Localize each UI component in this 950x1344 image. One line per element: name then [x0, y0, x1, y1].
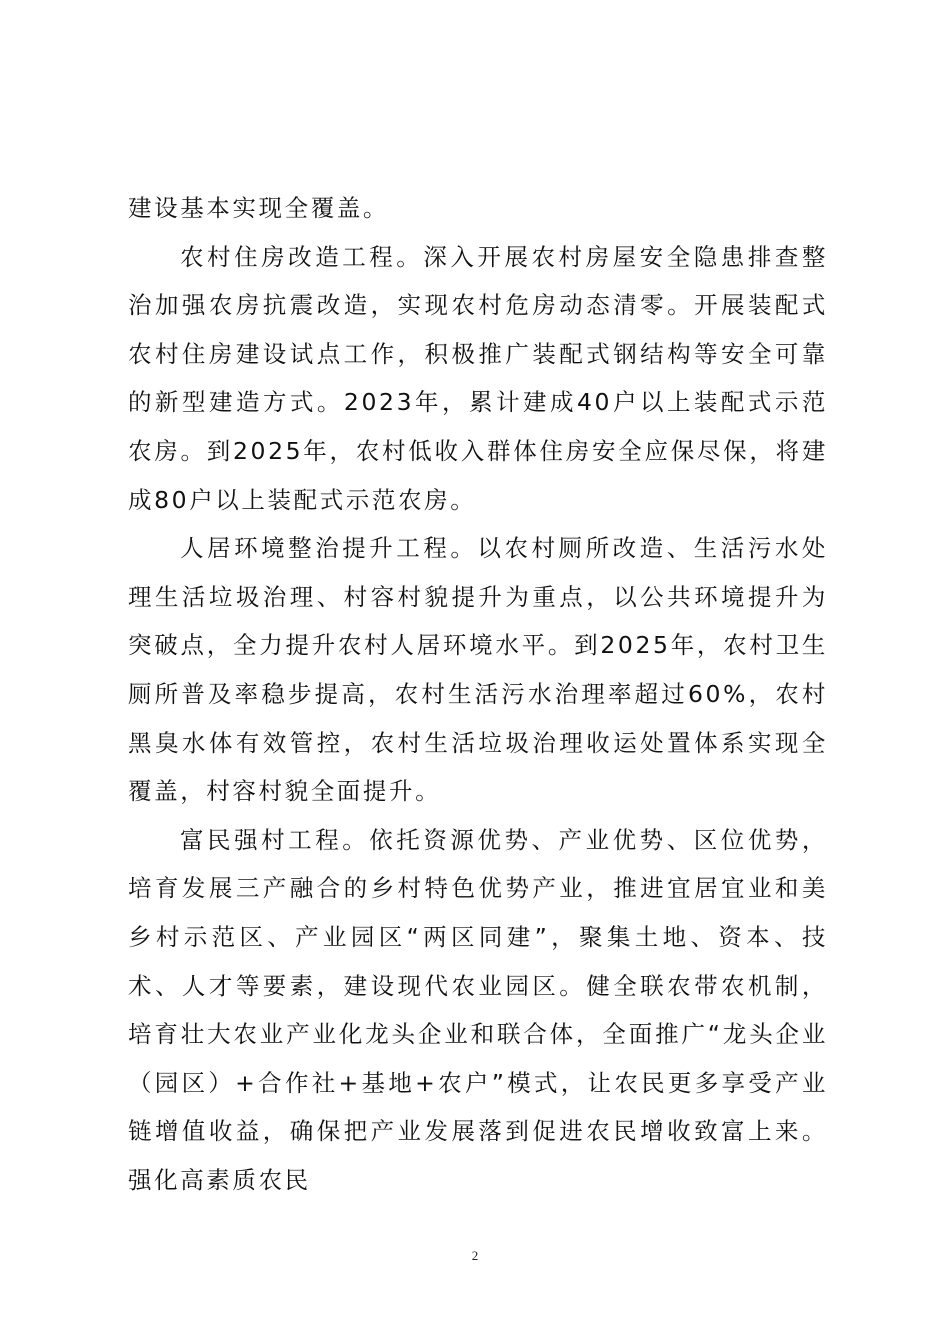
- page-number: 2: [471, 1248, 479, 1263]
- paragraph-living-environment: 人居环境整治提升工程。以农村厕所改造、生活污水处理生活垃圾治理、村容村貌提升为重点，以公共环境提升为突破点，全力提升农村人居环境水平。到2025年，农村卫生厕所普及率稳步提高，农村生活污水治理率超过60%，农村黑臭水体有效管控，农村生活垃圾治理收运处置体系实现全覆盖，村容村貌全面提升。: [128, 534, 828, 806]
- body-text: [128, 184, 828, 1204]
- paragraph-rural-housing: 农村住房改造工程。深入开展农村房屋安全隐患排查整治加强农房抗震改造，实现农村危房动态清零。开展装配式农村住房建设试点工作，积极推广装配式钢结构等安全可靠的新型建造方式。2023年，累计建成40户以上装配式示范农房。到2025年，农村低收入群体住房安全应保尽保，将建成80户以上装配式示范农房。: [128, 242, 828, 514]
- paragraph-continuation: 建设基本实现全覆盖。: [128, 194, 389, 222]
- paragraph-enrich-villages: 富民强村工程。依托资源优势、产业优势、区位优势，培育发展三产融合的乡村特色优势产业，推进宜居宜业和美乡村示范区、产业园区“两区同建”，聚集土地、资本、技术、人才等要素，建设现代农业园区。健全联农带农机制，培育壮大农业产业化龙头企业和联合体，全面推广“龙头企业（园区）+合作社+基地+农户”模式，让农民更多享受产业链增值收益，确保把产业发展落到促进农民增收致富上来。强化高素质农民: [128, 825, 828, 1194]
